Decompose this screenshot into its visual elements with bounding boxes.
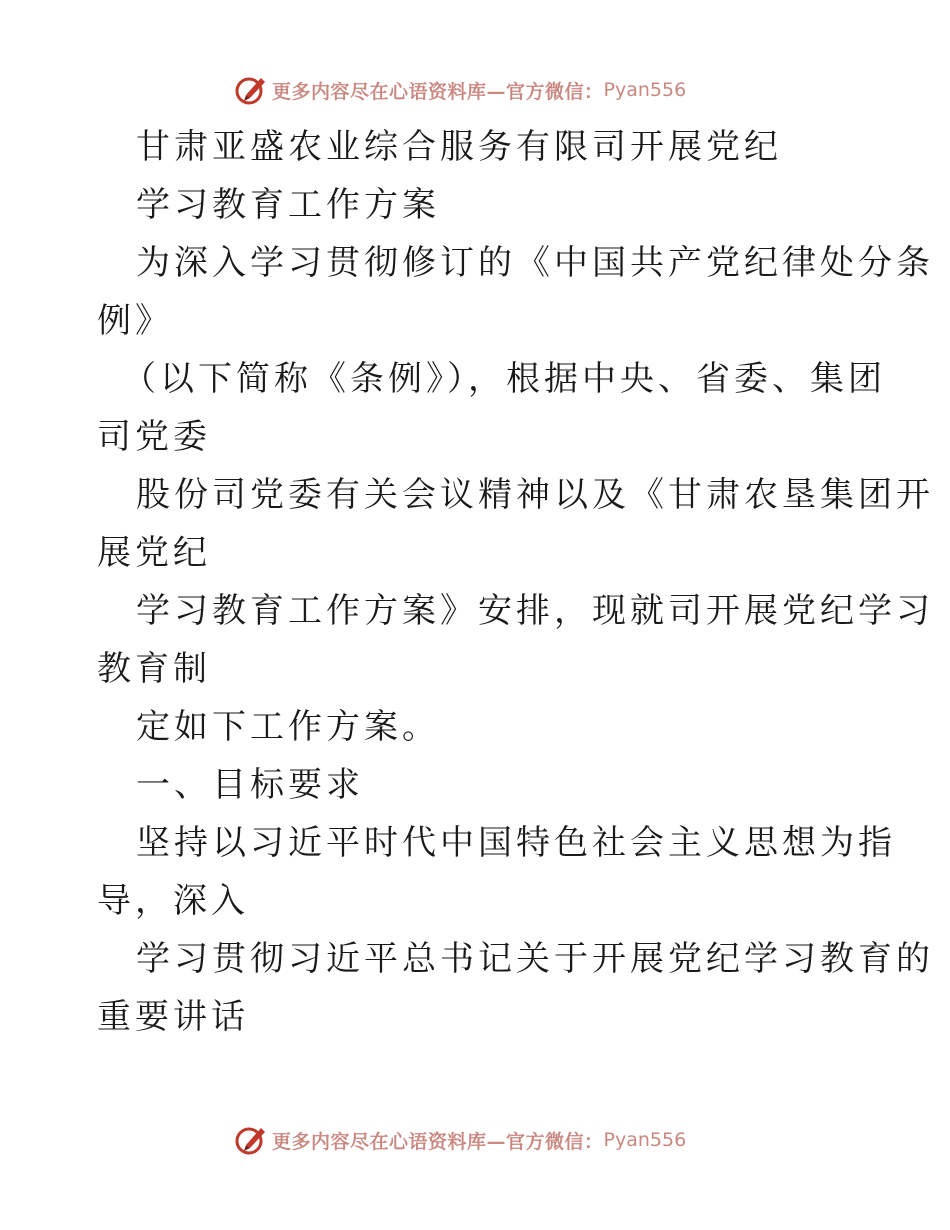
paragraph-line: 学习贯彻习近平总书记关于开展党纪学习教育的 [136,939,934,979]
paragraph-line: 重要讲话 [97,997,249,1037]
paragraph-line: 股份司党委有关会议精神以及《甘肃农垦集团开 [136,475,934,515]
document-title-line-2: 学习教育工作方案 [136,185,440,225]
footer-banner [234,1122,686,1158]
banner-wechat-id: Pyan556 [603,1129,687,1151]
pen-nib-circle-icon [234,1123,268,1157]
section-heading: 一、目标要求 [136,765,364,805]
document-title-line-1: 甘肃亚盛农业综合服务有限司开展党纪 [136,127,782,167]
banner-text: 更多内容尽在心语资料库—官方微信： [272,1130,604,1153]
paragraph-line: （以下简称《条例》），根据中央、省委、集团 [122,359,886,399]
paragraph-line: 定如下工作方案。 [136,707,440,747]
paragraph-line: 司党委 [97,417,211,457]
paragraph-line: 为深入学习贯彻修订的《中国共产党纪律处分条 [136,243,934,283]
paragraph-line: 导，深入 [97,881,249,921]
paragraph-line: 教育制 [97,649,211,689]
banner-wechat-id: Pyan556 [603,79,687,101]
paragraph-line: 展党纪 [97,533,211,573]
header-banner [234,72,686,108]
paragraph-line: 学习教育工作方案》安排，现就司开展党纪学习 [136,591,934,631]
banner-text: 更多内容尽在心语资料库—官方微信： [272,80,604,103]
pen-nib-circle-icon [234,73,268,107]
paragraph-line: 例》 [97,301,173,341]
paragraph-line: 坚持以习近平时代中国特色社会主义思想为指 [136,823,896,863]
